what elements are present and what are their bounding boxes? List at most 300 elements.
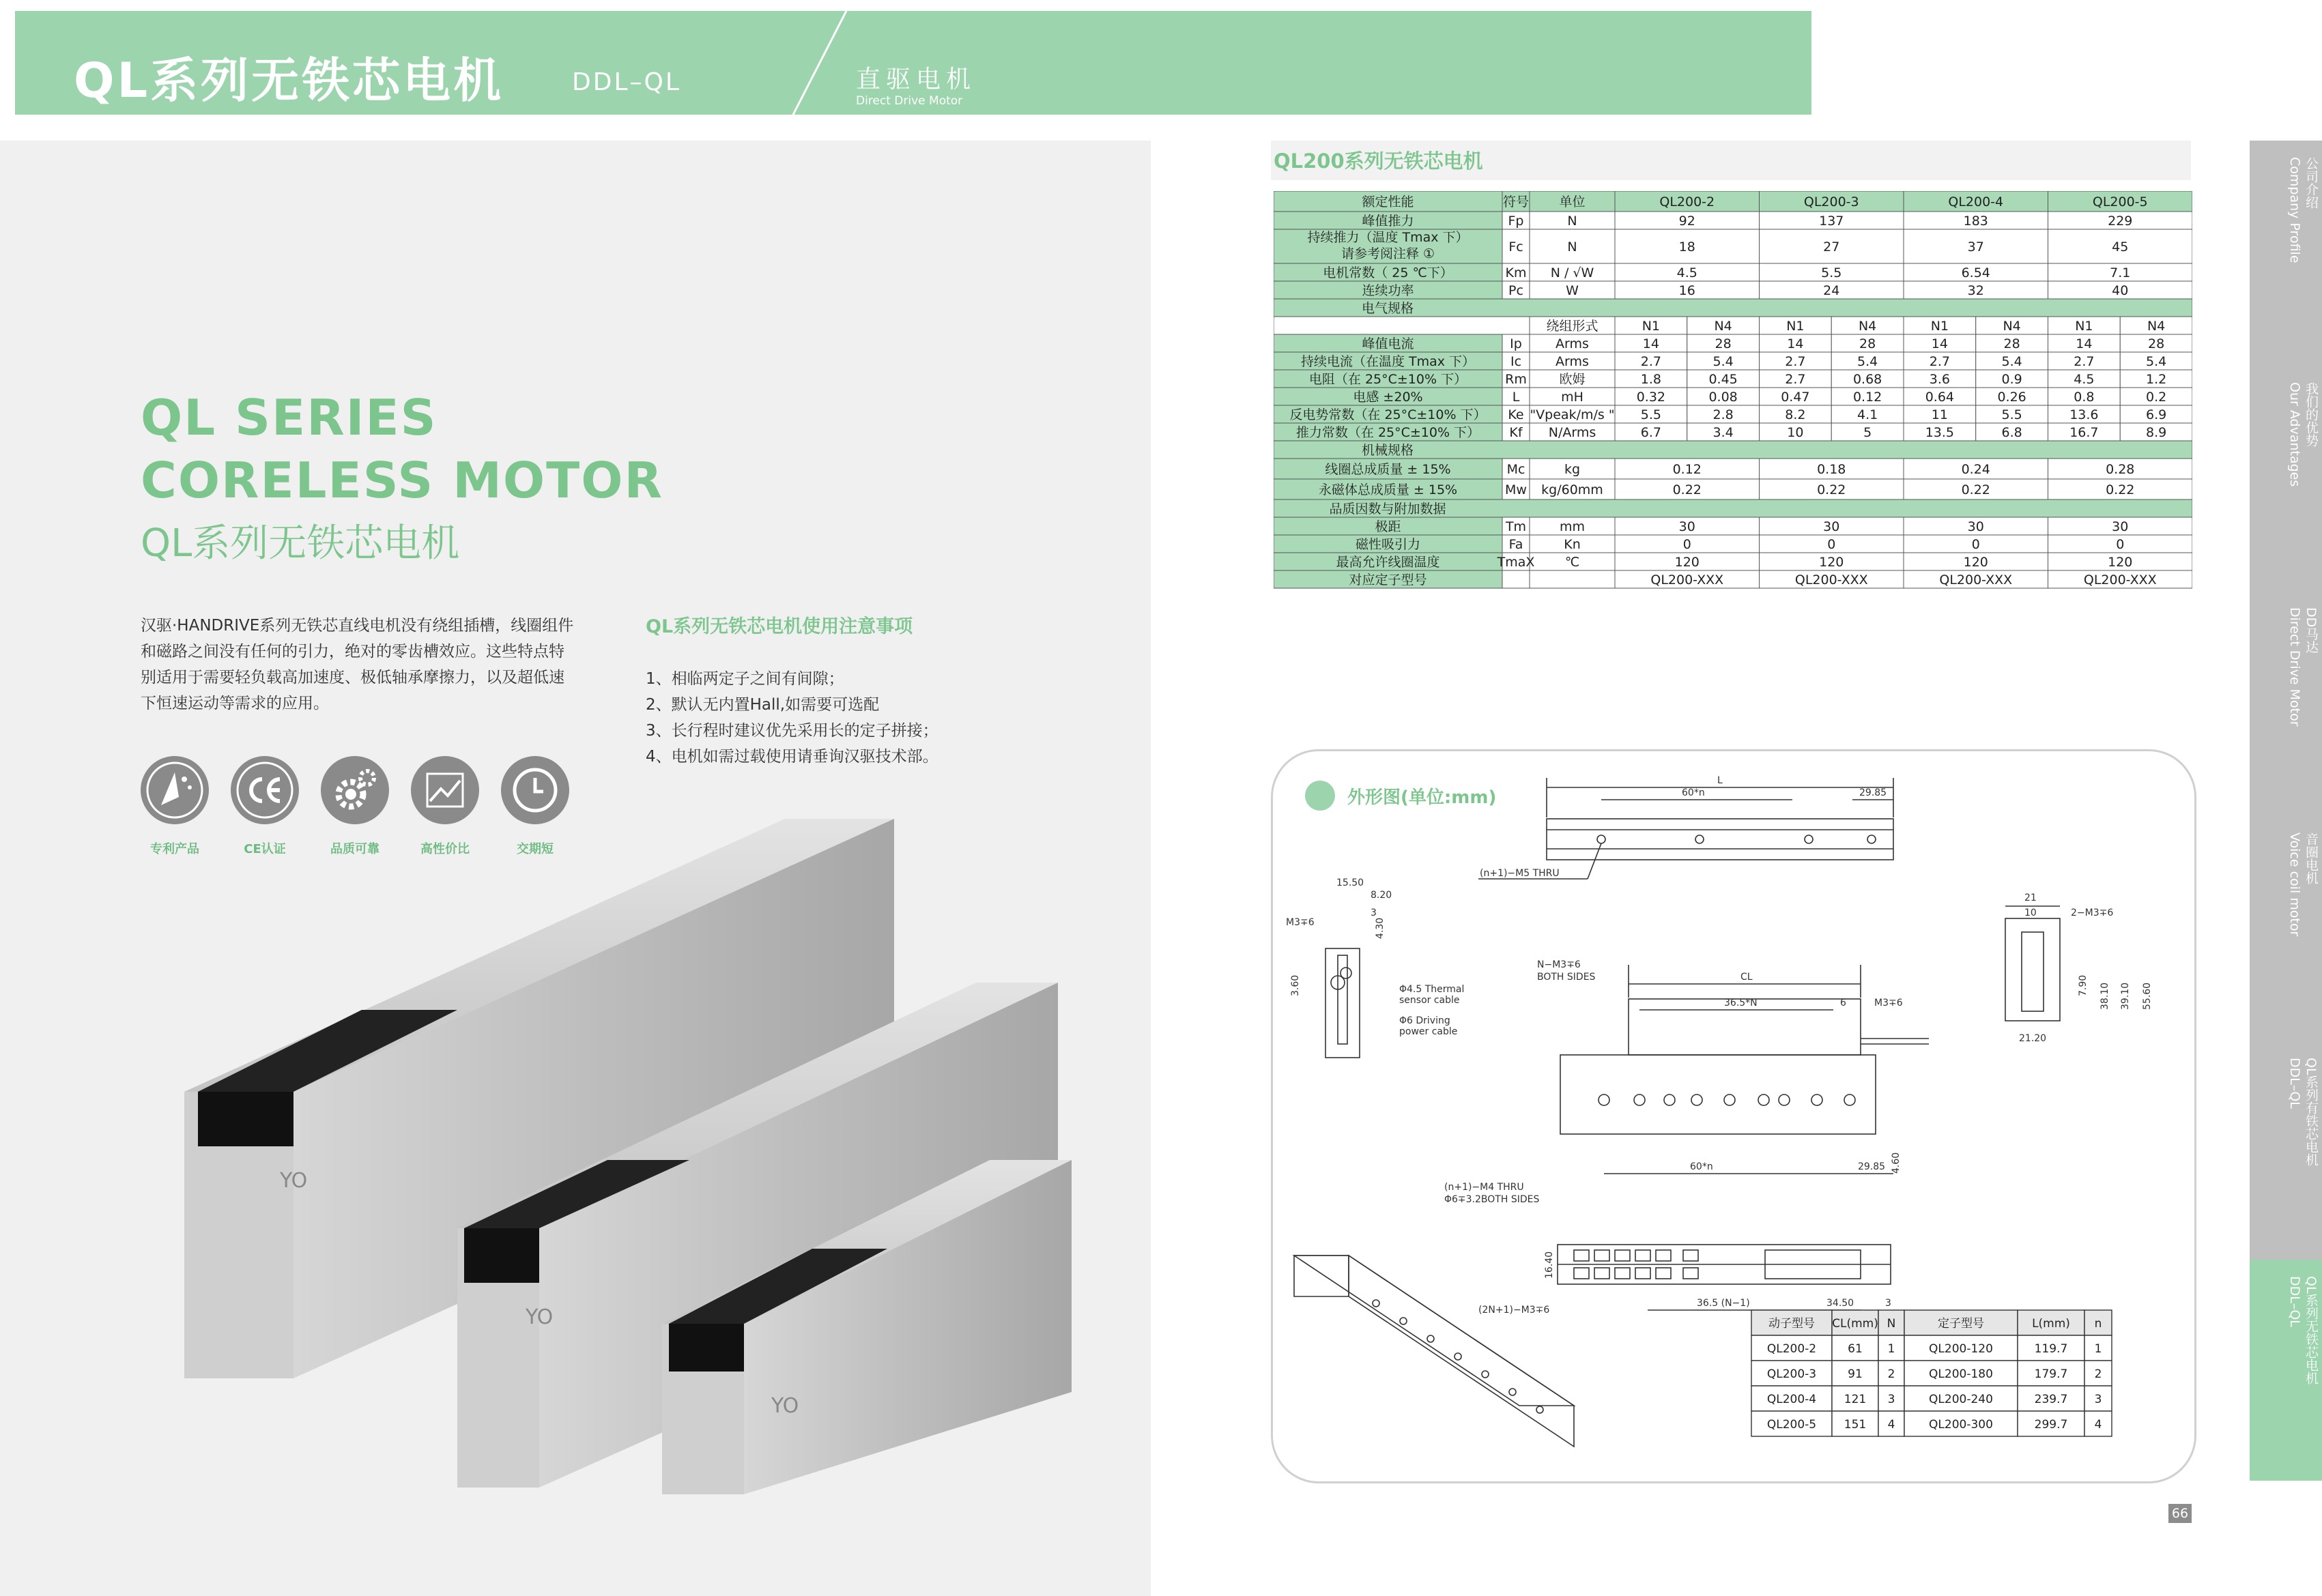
spec-value: 4.1 xyxy=(1857,407,1878,422)
dimension-label: 36.5 (N−1) xyxy=(1697,1298,1750,1309)
model-table-value: 91 xyxy=(1848,1367,1863,1381)
side-tab-cn: 我们的优势 xyxy=(2304,382,2319,447)
bottom-slot xyxy=(1656,1250,1671,1261)
spec-value: 0.22 xyxy=(1961,482,1990,497)
spec-value: 0.26 xyxy=(1997,390,2026,405)
spec-value: 0.32 xyxy=(1636,390,1666,405)
spec-section-mechanical: 机械规格 xyxy=(1361,443,1414,458)
spec-unit: kg/60mm xyxy=(1541,482,1603,497)
spec-value: 5.5 xyxy=(1640,407,1661,422)
drawing-hole xyxy=(1811,1094,1822,1105)
bottom-slot xyxy=(1594,1250,1609,1261)
feature-label: 高性价比 xyxy=(420,842,470,856)
spec-symbol: Km xyxy=(1505,265,1527,280)
stator-top-view xyxy=(1547,819,1893,860)
spec-symbol-cell xyxy=(1502,570,1530,588)
spec-value: 30 xyxy=(2112,519,2129,534)
right-section-view xyxy=(2005,918,2060,1021)
spec-value: 5.5 xyxy=(2001,407,2022,422)
drawing-hole xyxy=(1482,1371,1489,1378)
side-tab-label xyxy=(2287,1276,2319,1384)
side-tab-en: DDL–QL xyxy=(2287,1058,2302,1109)
note-item: 1、相临两定子之间有间隙； xyxy=(646,670,844,688)
model-table-value: 4 xyxy=(2094,1418,2102,1432)
bottom-slot xyxy=(1683,1268,1698,1279)
spec-value: 0 xyxy=(1682,537,1691,552)
spec-section-electrical: 电气规格 xyxy=(1361,301,1414,316)
drawing-hole xyxy=(1805,835,1813,843)
spec-value: 16.7 xyxy=(2069,425,2099,440)
spec-symbol: Kf xyxy=(1509,425,1523,440)
spec-value: 30 xyxy=(1823,519,1840,534)
spec-value: 0.12 xyxy=(1852,390,1882,405)
spec-value: 5 xyxy=(1863,425,1872,440)
side-tab-cn: QL系列无铁芯电机 xyxy=(2304,1276,2319,1384)
feature-label: 交期短 xyxy=(517,842,554,856)
product-title-cn: QL系列无铁芯电机 xyxy=(141,521,460,566)
drawing-hole xyxy=(1454,1353,1461,1360)
spec-value: 0 xyxy=(2116,537,2125,552)
spec-unit: 欧姆 xyxy=(1559,372,1586,387)
spec-unit: W xyxy=(1566,283,1579,298)
model-table-value: 119.7 xyxy=(2034,1342,2068,1356)
bottom-holes-label: (n+1)−M4 THRU xyxy=(1444,1182,1524,1193)
dimension-label: 39.10 xyxy=(2120,982,2131,1010)
dimension-label: L xyxy=(1717,775,1723,786)
product-title-en-line2: CORELESS MOTOR xyxy=(141,452,663,509)
spec-value: 6.8 xyxy=(2001,425,2022,440)
spec-label: 电感 ±20% xyxy=(1353,390,1423,405)
spec-value: 2.7 xyxy=(1785,372,1806,387)
side-tab-label xyxy=(2287,832,2319,936)
side-tab-label xyxy=(2287,1058,2319,1166)
product-description: 汉驱·HANDRIVE系列无铁芯直线电机没有绕组插槽，线圈组件和磁路之间没有任何的引力，绝对的零齿槽效应。这些特点特别适用于需要轻负载高加速度、极低轴承摩擦力，以及超低速下恒速运动等需求的应用。 xyxy=(141,617,574,712)
drawing-hole xyxy=(1341,968,1351,978)
bottom-slot xyxy=(1615,1268,1630,1279)
spec-value: 5.5 xyxy=(1821,265,1842,280)
iso-stator-side xyxy=(1349,1256,1574,1447)
bottom-row-label: (2N+1)−M3∓6 xyxy=(1478,1305,1550,1316)
model-table-header: 定子型号 xyxy=(1938,1317,1984,1331)
side-tab[interactable] xyxy=(2250,141,2322,367)
model-table-value: 2 xyxy=(1887,1367,1895,1381)
spec-value: 137 xyxy=(1819,214,1844,229)
spec-value: 0.9 xyxy=(2001,372,2022,387)
model-table-value: 1 xyxy=(2094,1342,2102,1356)
spec-model-name: QL200-2 xyxy=(1659,194,1715,209)
side-tab-cn: 公司介绍 xyxy=(2304,157,2319,209)
spec-winding-label: 绕组形式 xyxy=(1546,319,1599,334)
spec-value: 1.2 xyxy=(2146,372,2167,387)
bottom-holes-label: Φ6∓3.2BOTH SIDES xyxy=(1444,1194,1540,1205)
drawing-hole xyxy=(1691,1094,1702,1105)
dimension-label: 29.85 xyxy=(1858,1161,1886,1172)
spec-unit: N / √W xyxy=(1550,265,1594,280)
spec-symbol: Fc xyxy=(1508,240,1523,255)
bottom-slot xyxy=(1683,1250,1698,1261)
spec-label: 连续功率 xyxy=(1362,283,1414,298)
spec-model-name: QL200-5 xyxy=(2092,194,2148,209)
spec-blank-cell xyxy=(1274,317,1530,334)
spec-value: 92 xyxy=(1678,214,1695,229)
spec-header-label: 额定性能 xyxy=(1362,194,1414,209)
spec-value: 0 xyxy=(1827,537,1836,552)
spec-label: 峰值电流 xyxy=(1362,336,1414,351)
dimension-label: 7.90 xyxy=(2078,974,2089,996)
spec-winding-type: N1 xyxy=(2075,319,2093,334)
dimension-label: 3.60 xyxy=(1290,974,1301,996)
spec-symbol: TmaX xyxy=(1497,555,1535,570)
header-category-cn: 直驱电机 xyxy=(856,66,977,93)
dimension-label: 4.30 xyxy=(1375,917,1386,939)
bottom-slot xyxy=(1635,1268,1650,1279)
feature-label: 品质可靠 xyxy=(330,842,379,856)
bottom-slot xyxy=(1615,1250,1630,1261)
spec-symbol: Fa xyxy=(1508,537,1523,552)
header-title: QL系列无铁芯电机 xyxy=(74,53,504,108)
model-table-value: QL200-300 xyxy=(1929,1418,1993,1432)
spec-symbol: Rm xyxy=(1505,372,1527,387)
drawing-hole xyxy=(1758,1094,1769,1105)
spec-unit: mH xyxy=(1561,390,1583,405)
dimension-label: 21 xyxy=(2024,893,2037,903)
spec-value: QL200-XXX xyxy=(1939,572,2013,587)
spec-unit: "Vpeak/m/s " xyxy=(1530,407,1615,422)
header-code: DDL–QL xyxy=(572,68,681,96)
bottom-slot xyxy=(1656,1268,1671,1279)
spec-value: 2.7 xyxy=(1785,354,1806,369)
side-tab-en: DDL–QL xyxy=(2287,1276,2302,1327)
spec-unit: ℃ xyxy=(1564,555,1580,570)
model-table-header: 动子型号 xyxy=(1768,1317,1815,1331)
spec-value: 13.6 xyxy=(2069,407,2099,422)
spec-value: 120 xyxy=(1674,555,1700,570)
iso-stator-top xyxy=(1294,1256,1574,1406)
spec-label: 电机常数（ 25 ℃下） xyxy=(1323,265,1453,280)
dimension-label: 34.50 xyxy=(1826,1298,1854,1309)
side-tab-cn: DD马达 xyxy=(2304,607,2319,654)
spec-value: QL200-XXX xyxy=(2083,572,2157,587)
drawing-hole xyxy=(1779,1094,1790,1105)
dimension-label: 8.20 xyxy=(1371,890,1392,901)
spec-value: 0.28 xyxy=(2106,462,2135,477)
model-table-value: QL200-4 xyxy=(1766,1393,1817,1406)
spec-label: 磁性吸引力 xyxy=(1355,537,1421,552)
drawing-hole xyxy=(1634,1094,1645,1105)
spec-label: 对应定子型号 xyxy=(1349,572,1427,587)
model-table-value: 61 xyxy=(1848,1342,1863,1356)
spec-value: 4.5 xyxy=(1676,265,1697,280)
spec-header-unit: 单位 xyxy=(1559,194,1586,209)
spec-unit: N xyxy=(1567,214,1577,229)
spec-symbol: Pc xyxy=(1508,283,1523,298)
spec-value: 4.5 xyxy=(2074,372,2095,387)
drawing-hole xyxy=(1373,1300,1379,1307)
dimension-label: sensor cable xyxy=(1399,995,1460,1006)
svg-text:YO: YO xyxy=(280,1169,308,1193)
drawing-outline xyxy=(2022,932,2044,1011)
spec-value: 7.1 xyxy=(2110,265,2131,280)
spec-model-name: QL200-4 xyxy=(1948,194,2004,209)
dimension-label: 15.50 xyxy=(1336,877,1364,888)
spec-value: 2.7 xyxy=(1640,354,1661,369)
spec-value: 0.22 xyxy=(2106,482,2135,497)
drawing-hole xyxy=(1536,1406,1543,1413)
dimension-label: 60*n xyxy=(1682,787,1705,798)
side-tab[interactable] xyxy=(2250,1260,2322,1482)
model-table-value: 1 xyxy=(1887,1342,1895,1356)
side-tab[interactable] xyxy=(2250,1041,2322,1261)
spec-value: 0.8 xyxy=(2074,390,2095,405)
motor-mark-text: YO xyxy=(771,1394,799,1418)
drawing-hole xyxy=(1867,835,1876,843)
spec-symbol: Mw xyxy=(1505,482,1527,497)
spec-winding-type: N4 xyxy=(2003,319,2021,334)
spec-value: 0.12 xyxy=(1672,462,1702,477)
spec-value: 40 xyxy=(2112,283,2129,298)
drawing-hole xyxy=(1599,1094,1609,1105)
side-tab-label xyxy=(2287,382,2319,487)
spec-symbol: Tm xyxy=(1505,519,1527,534)
spec-value: 8.9 xyxy=(2146,425,2167,440)
drawing-hole xyxy=(1695,835,1704,843)
product-title-en-line1: QL SERIES xyxy=(141,389,438,446)
side-tab[interactable] xyxy=(2250,591,2322,817)
spec-value: 28 xyxy=(2148,336,2165,351)
model-table-header: L(mm) xyxy=(2032,1317,2070,1331)
spec-symbol: Mc xyxy=(1506,462,1525,477)
spec-winding-type: N1 xyxy=(1786,319,1805,334)
drawing-hole xyxy=(1724,1094,1735,1105)
spec-value: 0.2 xyxy=(2146,390,2167,405)
section-title: QL200系列无铁芯电机 xyxy=(1274,149,1483,173)
dimension-label: Φ4.5 Thermal xyxy=(1399,984,1465,995)
spec-section-quality: 品质因数与附加数据 xyxy=(1329,502,1446,517)
side-tab-cn: 音圈电机 xyxy=(2304,832,2319,884)
dimension-label: CL xyxy=(1740,972,1753,983)
spec-label: 最高允许线圈温度 xyxy=(1336,555,1440,570)
spec-unit: kg xyxy=(1564,462,1581,477)
spec-label: 持续电流（在温度 Tmax 下） xyxy=(1300,354,1476,369)
stator-front-view xyxy=(1560,1055,1876,1134)
spec-unit: Kn xyxy=(1564,537,1581,552)
spec-winding-type: N1 xyxy=(1930,319,1949,334)
note-item: 2、默认无内置Hall,如需要可选配 xyxy=(646,696,880,714)
spec-symbol: Ic xyxy=(1510,354,1522,369)
spec-value: 27 xyxy=(1823,240,1840,255)
model-table-value: QL200-3 xyxy=(1766,1367,1817,1381)
dimension-label: 16.40 xyxy=(1544,1251,1555,1279)
spec-value: 183 xyxy=(1963,214,1988,229)
model-table-value: 4 xyxy=(1887,1418,1895,1432)
spec-value: 0.08 xyxy=(1708,390,1738,405)
spec-label: 永磁体总成质量 ± 15% xyxy=(1318,482,1458,497)
left-section-view xyxy=(1325,948,1360,1058)
spec-value: 0.47 xyxy=(1781,390,1810,405)
header-divider xyxy=(778,11,860,115)
spec-value: 0.45 xyxy=(1708,372,1738,387)
spec-symbol: Ke xyxy=(1508,407,1524,422)
spec-unit: N xyxy=(1567,240,1577,255)
dimension-label: 6 xyxy=(1840,998,1846,1009)
spec-value: 229 xyxy=(2108,214,2133,229)
spec-value: 6.9 xyxy=(2146,407,2167,422)
spec-label: 电阻（在 25°C±10% 下） xyxy=(1308,372,1467,387)
side-tab[interactable] xyxy=(2250,366,2322,592)
side-tab-en: Voice coil motor xyxy=(2287,832,2302,937)
model-table-value: 179.7 xyxy=(2034,1367,2068,1381)
drawing-hole xyxy=(1844,1094,1855,1105)
drawing-hole xyxy=(1400,1318,1407,1324)
spec-winding-type: N4 xyxy=(1714,319,1732,334)
spec-label: 请参考阅注释 ① xyxy=(1341,246,1435,261)
header-category-en: Direct Drive Motor xyxy=(856,94,963,108)
dimension-label: power cable xyxy=(1399,1026,1458,1037)
notes-title: QL系列无铁芯电机使用注意事项 xyxy=(646,616,913,637)
dimension-label: 3 xyxy=(1371,908,1377,918)
dimension-label: 4.60 xyxy=(1891,1152,1902,1174)
dimension-drawing xyxy=(1274,764,2192,1474)
dimension-label: M3∓6 xyxy=(1874,998,1903,1009)
spec-value: 2.7 xyxy=(1929,354,1950,369)
dimension-label: 36.5*N xyxy=(1724,998,1758,1009)
dimension-label: 29.85 xyxy=(1859,787,1887,798)
side-tab-cn: QL系列有铁芯电机 xyxy=(2304,1058,2319,1166)
spec-value: 0.24 xyxy=(1961,462,1990,477)
dimension-label: 2−M3∓6 xyxy=(2071,908,2114,918)
dimension-label: 55.60 xyxy=(2142,982,2153,1010)
feature-label: 专利产品 xyxy=(150,842,199,856)
model-table-value: 3 xyxy=(1887,1393,1895,1406)
page-number: 66 xyxy=(2168,1504,2192,1523)
spec-unit: Arms xyxy=(1556,354,1589,369)
dimension-label: 10 xyxy=(2024,908,2037,918)
spec-label: 峰值推力 xyxy=(1362,214,1414,229)
top-holes-label: (n+1)−M5 THRU xyxy=(1480,868,1560,879)
spec-value: 5.4 xyxy=(2146,354,2167,369)
dimension-label: 60*n xyxy=(1690,1161,1713,1172)
spec-value: 120 xyxy=(2108,555,2133,570)
bottom-slot xyxy=(1574,1250,1589,1261)
spec-value: 2.7 xyxy=(2074,354,2095,369)
spec-value: 0.64 xyxy=(1925,390,1955,405)
svg-text:YO: YO xyxy=(526,1305,554,1329)
spec-value: 5.4 xyxy=(2001,354,2022,369)
spec-value: QL200-XXX xyxy=(1650,572,1724,587)
iso-stator-end xyxy=(1294,1256,1349,1296)
spec-symbol: Fp xyxy=(1508,214,1524,229)
spec-value: 30 xyxy=(1678,519,1695,534)
model-table-value: 2 xyxy=(2094,1367,2102,1381)
model-table-value: QL200-240 xyxy=(1929,1393,1993,1406)
spec-value: QL200-XXX xyxy=(1794,572,1868,587)
spec-unit: mm xyxy=(1559,519,1586,534)
dimension-label: 38.10 xyxy=(2099,982,2110,1010)
spec-value: 18 xyxy=(1678,240,1695,255)
spec-value: 1.8 xyxy=(1640,372,1661,387)
spec-value: 32 xyxy=(1967,283,1984,298)
spec-value: 10 xyxy=(1787,425,1804,440)
spec-value: 0.22 xyxy=(1672,482,1702,497)
spec-table xyxy=(1274,191,2192,730)
side-tab-en: Company Profile xyxy=(2287,157,2302,263)
drawing-hole xyxy=(1509,1389,1516,1395)
dimension-label: M3∓6 xyxy=(1286,917,1315,928)
spec-value: 14 xyxy=(2076,336,2093,351)
note-item: 4、电机如需过载使用请垂询汉驱技术部。 xyxy=(646,748,938,766)
spec-value: 16 xyxy=(1678,283,1695,298)
side-tab-en: Direct Drive Motor xyxy=(2287,607,2302,727)
spec-value: 2.8 xyxy=(1712,407,1734,422)
spec-model-name: QL200-3 xyxy=(1803,194,1859,209)
spec-value: 13.5 xyxy=(1925,425,1955,440)
bottom-slot xyxy=(1594,1268,1609,1279)
spec-value: 28 xyxy=(2003,336,2020,351)
side-tab[interactable] xyxy=(2250,816,2322,1043)
drawing-hole xyxy=(1427,1335,1434,1342)
spec-value: 24 xyxy=(1823,283,1840,298)
spec-value: 28 xyxy=(1715,336,1732,351)
spec-label: 线圈总成质量 ± 15% xyxy=(1325,462,1451,477)
dimension-label: Φ6 Driving xyxy=(1399,1015,1450,1026)
spec-label: 推力常数（在 25°C±10% 下） xyxy=(1295,425,1480,440)
model-table-value: QL200-2 xyxy=(1766,1342,1817,1356)
drawing-hole xyxy=(1664,1094,1675,1105)
spec-value: 0 xyxy=(1971,537,1980,552)
spec-winding-type: N4 xyxy=(2147,319,2166,334)
model-table-header: N xyxy=(1887,1317,1896,1331)
spec-value: 45 xyxy=(2112,240,2129,255)
spec-header-symbol: 符号 xyxy=(1502,194,1530,209)
both-sides-label: N−M3∓6 xyxy=(1537,959,1581,970)
spec-label: 反电势常数（在 25°C±10% 下） xyxy=(1289,407,1487,422)
spec-winding-type: N1 xyxy=(1642,319,1661,334)
spec-value: 14 xyxy=(1642,336,1659,351)
model-table-value: QL200-180 xyxy=(1929,1367,1993,1381)
spec-value: 5.4 xyxy=(1857,354,1878,369)
spec-symbol: Ip xyxy=(1510,336,1522,351)
bottom-slot xyxy=(1574,1268,1589,1279)
drawing-title: 外形图(单位:mm) xyxy=(1347,787,1497,808)
model-table-value: 151 xyxy=(1844,1418,1867,1432)
model-table-value: QL200-5 xyxy=(1766,1418,1817,1432)
model-table-header: n xyxy=(2094,1317,2102,1331)
model-table-value: QL200-120 xyxy=(1929,1342,1993,1356)
model-table-value: 239.7 xyxy=(2034,1393,2068,1406)
model-table-header: CL(mm) xyxy=(1832,1317,1878,1331)
note-item: 3、长行程时建议优先采用长的定子拼接； xyxy=(646,722,938,740)
model-table-value: 121 xyxy=(1844,1393,1867,1406)
side-tab-en: Our Advantages xyxy=(2287,382,2302,487)
spec-label: 极距 xyxy=(1375,519,1401,534)
spec-winding-type: N4 xyxy=(1858,319,1877,334)
spec-value: 3.6 xyxy=(1929,372,1950,387)
side-tab-label xyxy=(2287,607,2319,727)
side-tab-label xyxy=(2287,157,2319,263)
spec-value: 11 xyxy=(1931,407,1948,422)
spec-value: 30 xyxy=(1967,519,1984,534)
feature-label: CE认证 xyxy=(244,842,286,856)
spec-value: 5.4 xyxy=(1712,354,1734,369)
spec-symbol: L xyxy=(1512,390,1520,405)
spec-value: 0.22 xyxy=(1817,482,1846,497)
spec-value: 0.18 xyxy=(1817,462,1846,477)
spec-value: 120 xyxy=(1963,555,1988,570)
model-table-value: 299.7 xyxy=(2034,1418,2068,1432)
spec-label: 持续推力（温度 Tmax 下） xyxy=(1307,230,1469,245)
motor-product-image xyxy=(171,805,1140,1501)
spec-unit: Arms xyxy=(1556,336,1589,351)
